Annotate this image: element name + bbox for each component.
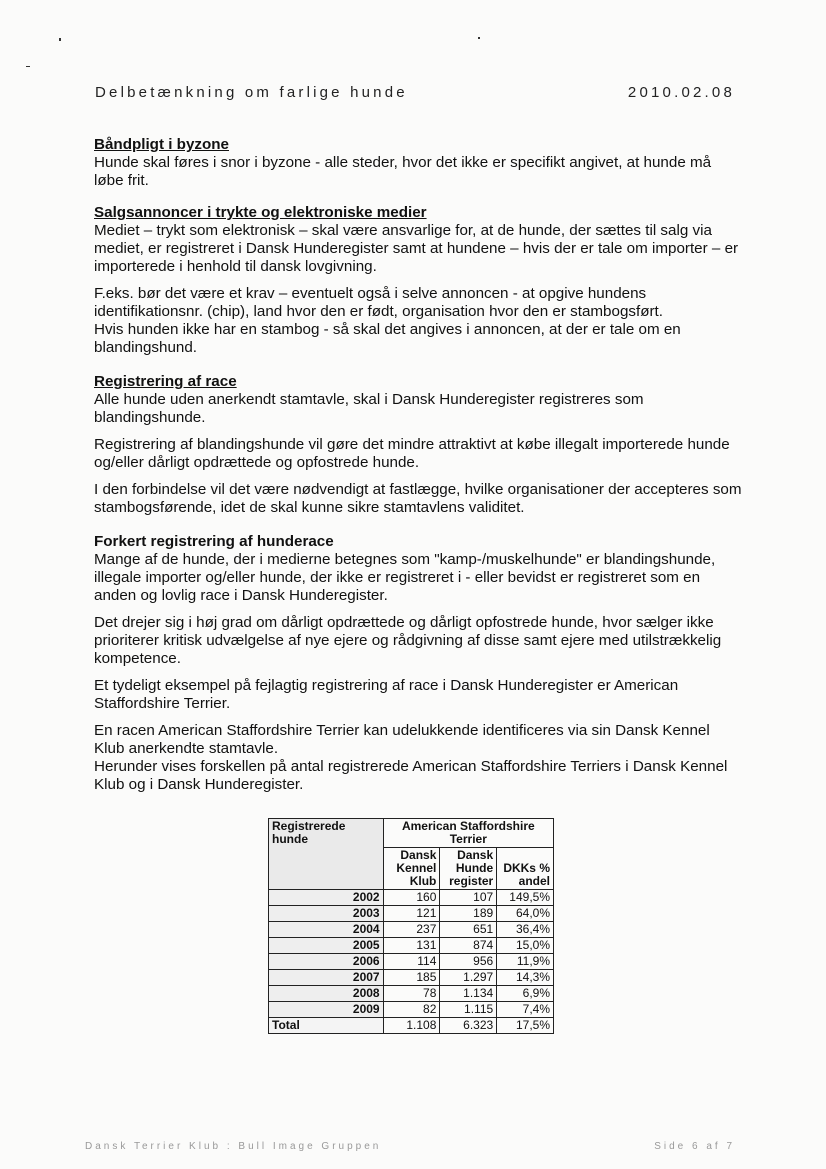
paragraph: Mange af de hunde, der i medierne betegnes som "kamp-/muskelhunde" er blandingshunde, illegale importer og/eller hunde, der ikke er registreret i - eller bevidst er registreret som en anden og lovlig race i Dansk Hunderegister.: [94, 551, 716, 604]
paragraph: Hvis hunden ikke har en stambog - så skal det angives i annoncen, at der er tale om en blandingshund.: [94, 321, 681, 356]
paragraph: Herunder vises forskellen på antal registrerede American Staffordshire Terriers i Dansk Kennel Klub og i Dansk Hunderegister.: [94, 758, 728, 793]
year-cell: 2008: [269, 986, 384, 1002]
column-header-dkk: Dansk Kennel Klub: [383, 848, 440, 890]
table-row-header: Registrerede hunde: [269, 819, 384, 890]
document-date: 2010.02.08: [627, 84, 735, 101]
share-cell: 64,0%: [497, 906, 554, 922]
dkk-cell: 121: [383, 906, 440, 922]
year-cell: 2005: [269, 938, 384, 954]
dhr-cell: 1.297: [440, 970, 497, 986]
scan-speck: [478, 37, 480, 39]
paragraph: I den forbindelse vil det være nødvendigt at fastlægge, hvilke organisationer der accepteres som stambogsførende, idet de skal kunne sikre stamtavlens validitet.: [94, 481, 742, 516]
paragraph: En racen American Staffordshire Terrier kan udelukkende identificeres via sin Dansk Kennel Klub anerkendte stamtavle.: [94, 722, 710, 757]
section-leash-requirement: [94, 136, 742, 190]
column-header-dhr: Dansk Hunde register: [440, 848, 497, 890]
column-header-share: DKKs % andel: [497, 848, 554, 890]
paragraph: Alle hunde uden anerkendt stamtavle, skal i Dansk Hunderegister registreres som blandingshunde.: [94, 391, 644, 426]
document-body: [94, 136, 742, 810]
share-cell: 14,3%: [497, 970, 554, 986]
year-cell: 2003: [269, 906, 384, 922]
dkk-cell: 114: [383, 954, 440, 970]
year-cell: 2002: [269, 890, 384, 906]
paragraph: Registrering af blandingshunde vil gøre det mindre attraktivt at købe illegalt importerede hunde og/eller dårligt opdrættede og opfostrede hunde.: [94, 436, 730, 471]
year-cell: 2009: [269, 1002, 384, 1018]
dkk-cell: 185: [383, 970, 440, 986]
dhr-cell: 956: [440, 954, 497, 970]
table-row: [269, 906, 554, 922]
section-breed-registration: [94, 373, 742, 517]
paragraph: Mediet – trykt som elektronisk – skal være ansvarlige for, at de hunde, der sættes til salg via mediet, er registreret i Dansk Hunderegister samt at hundene – hvis der er tale om importer – er importerede i henhold til dansk lovgivning.: [94, 222, 739, 275]
dkk-cell: 160: [383, 890, 440, 906]
dhr-cell: 107: [440, 890, 497, 906]
dkk-cell: 131: [383, 938, 440, 954]
page-footer: [85, 1141, 735, 1152]
table-row: [269, 922, 554, 938]
share-cell: 15,0%: [497, 938, 554, 954]
dkk-cell: 82: [383, 1002, 440, 1018]
year-cell: 2006: [269, 954, 384, 970]
dkk-cell: 78: [383, 986, 440, 1002]
section-heading: Forkert registrering af hunderace: [94, 533, 334, 550]
total-share: 17,5%: [497, 1018, 554, 1034]
paragraph: Hunde skal føres i snor i byzone - alle steder, hvor det ikke er specifikt angivet, at hunde må løbe frit.: [94, 154, 712, 189]
table-row: [269, 938, 554, 954]
scan-speck: [26, 66, 30, 67]
share-cell: 6,9%: [497, 986, 554, 1002]
total-dkk: 1.108: [383, 1018, 440, 1034]
dhr-cell: 874: [440, 938, 497, 954]
dkk-cell: 237: [383, 922, 440, 938]
section-heading: Registrering af race: [94, 373, 237, 390]
total-dhr: 6.323: [440, 1018, 497, 1034]
paragraph: F.eks. bør det være et krav – eventuelt også i selve annoncen - at opgive hundens identifikationsnr. (chip), land hvor den er født, organisation hvor den er stambogsført.: [94, 285, 663, 320]
paragraph: Det drejer sig i høj grad om dårligt opdrættede og dårligt opfostrede hunde, hvor sælger ikke prioriterer kritisk udvælgelse af nye ejere og rådgivning af disse samt ejere med utilstrækkelig kompetence.: [94, 614, 722, 667]
dhr-cell: 651: [440, 922, 497, 938]
section-wrong-registration: [94, 533, 742, 794]
share-cell: 36,4%: [497, 922, 554, 938]
table-group-header: American Staffordshire Terrier: [383, 819, 553, 848]
section-sales-ads: [94, 204, 742, 357]
dhr-cell: 189: [440, 906, 497, 922]
section-heading: Båndpligt i byzone: [94, 136, 229, 153]
dhr-cell: 1.115: [440, 1002, 497, 1018]
registration-table: [268, 818, 554, 1034]
share-cell: 7,4%: [497, 1002, 554, 1018]
table-row: [269, 954, 554, 970]
total-label: Total: [269, 1018, 384, 1034]
document-title: Delbetænkning om farlige hunde: [95, 84, 408, 101]
section-heading: Salgsannoncer i trykte og elektroniske medier: [94, 204, 427, 221]
table-row: [269, 986, 554, 1002]
page-header: [95, 84, 735, 101]
dhr-cell: 1.134: [440, 986, 497, 1002]
table-total-row: [269, 1018, 554, 1034]
share-cell: 149,5%: [497, 890, 554, 906]
table-row: [269, 1002, 554, 1018]
paragraph: Et tydeligt eksempel på fejlagtig registrering af race i Dansk Hunderegister er American Staffordshire Terrier.: [94, 677, 679, 712]
year-cell: 2007: [269, 970, 384, 986]
year-cell: 2004: [269, 922, 384, 938]
table-row: [269, 890, 554, 906]
table-row: [269, 970, 554, 986]
footer-organization: Dansk Terrier Klub : Bull Image Gruppen: [85, 1141, 382, 1152]
share-cell: 11,9%: [497, 954, 554, 970]
scan-speck: [59, 38, 61, 41]
page-number: Side 6 af 7: [654, 1141, 735, 1152]
